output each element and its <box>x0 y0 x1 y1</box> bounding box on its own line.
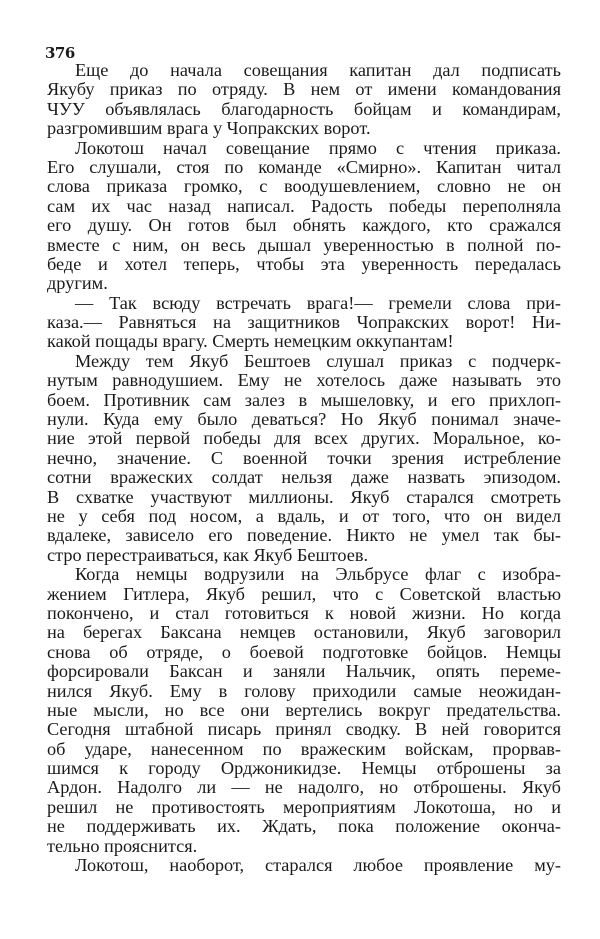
text-line: беде и хотел теперь, чтобы эта уверенность передалась <box>47 254 561 274</box>
text-line: вдалеке, зависело его поведение. Никто не умел так бы- <box>47 526 561 546</box>
text-line: Его слушали, стоя по команде «Смирно». Капитан читал <box>47 157 561 177</box>
text-line: его душу. Он готов был обнять каждого, кто сражался <box>47 216 561 236</box>
text-line: Когда немцы водрузили на Эльбрусе флаг с изобра- <box>75 565 561 585</box>
text-line: каза.— Равняться на защитников Чопракских ворот! Ни- <box>47 313 561 333</box>
text-line: Ардон. Надолго ли — не надолго, но отброшены. Якуб <box>47 778 561 798</box>
text-line: Якубу приказ по отряду. В нем от имени командования <box>47 80 561 100</box>
text-line: нутым равнодушием. Ему не хотелось даже называть это <box>47 371 561 391</box>
paragraph <box>47 565 561 856</box>
paragraph <box>47 294 561 352</box>
text-line: не поддерживать их. Ждать, пока положение оконча- <box>47 817 561 837</box>
text-line: тельно прояснится. <box>47 836 198 856</box>
text-line: какой пощады врагу. Смерть немецким оккупантам! <box>47 332 454 352</box>
text-line: нечно, значение. С военной точки зрения истребление <box>47 448 561 468</box>
paragraph <box>47 61 561 139</box>
text-line: форсировали Баксан и заняли Нальчик, опять переме- <box>47 662 561 682</box>
text-line: вместе с ним, он весь дышал уверенностью в полной по- <box>47 235 561 255</box>
text-line: на берегах Баксана немцев остановили, Якуб заговорил <box>47 623 561 643</box>
paragraph <box>47 352 561 565</box>
text-line: ние этой первой победы для всех других. Моральное, ко- <box>47 429 561 449</box>
body-text <box>47 61 561 875</box>
text-line: нули. Куда ему было деваться? Но Якуб понимал значе- <box>47 410 561 430</box>
text-line: Между тем Якуб Бештоев слушал приказ с подчерк- <box>75 351 561 371</box>
paragraph <box>47 856 561 875</box>
text-line: сам их час назад написал. Радость победы переполняла <box>47 196 561 216</box>
text-line: не у себя под носом, а вдаль, и от того, что он видел <box>47 506 561 526</box>
text-line: — Так всюду встречать врага!— гремели слова при- <box>75 293 561 313</box>
text-line: слова приказа громко, с воодушевлением, словно не он <box>47 177 561 197</box>
text-line: об ударе, нанесенном по вражеским войскам, прорвав- <box>47 739 561 759</box>
text-line: ные мысли, но все они вертелись вокруг предательства. <box>47 700 561 720</box>
text-line: шимся к городу Орджоникидзе. Немцы отброшены за <box>47 759 561 779</box>
text-line: ЧУУ объявлялась благодарность бойцам и командирам, <box>47 99 561 119</box>
text-line: Локотош, наоборот, старался любое проявление му- <box>75 856 561 876</box>
page-number: 376 <box>45 44 75 62</box>
text-line: жением Гитлера, Якуб решил, что с Советской властью <box>47 584 561 604</box>
text-line: стро перестраиваться, как Якуб Бештоев. <box>47 545 369 565</box>
text-line: разгромившим врага у Чопракских ворот. <box>47 119 371 139</box>
text-line: Еще до начала совещания капитан дал подписать <box>75 61 561 80</box>
text-line: другим. <box>47 274 108 294</box>
text-line: снова об отряде, о боевой подготовке бойцов. Немцы <box>47 642 561 662</box>
text-line: покончено, и стал готовиться к новой жизни. Но когда <box>47 603 561 623</box>
text-line: нился Якуб. Ему в голову приходили самые неожидан- <box>47 681 561 701</box>
text-line: сотни вражеских солдат нельзя даже назвать эпизодом. <box>47 468 561 488</box>
text-line: Сегодня штабной писарь принял сводку. В ней говорится <box>47 720 561 740</box>
text-line: боем. Противник сам залез в мышеловку, и его прихлоп- <box>47 390 561 410</box>
text-line: В схватке участвуют миллионы. Якуб старался смотреть <box>47 487 561 507</box>
text-line: Локотош начал совещание прямо с чтения приказа. <box>75 138 561 158</box>
paragraph <box>47 139 561 294</box>
text-line: решил не противостоять мероприятиям Локотоша, но и <box>47 797 561 817</box>
